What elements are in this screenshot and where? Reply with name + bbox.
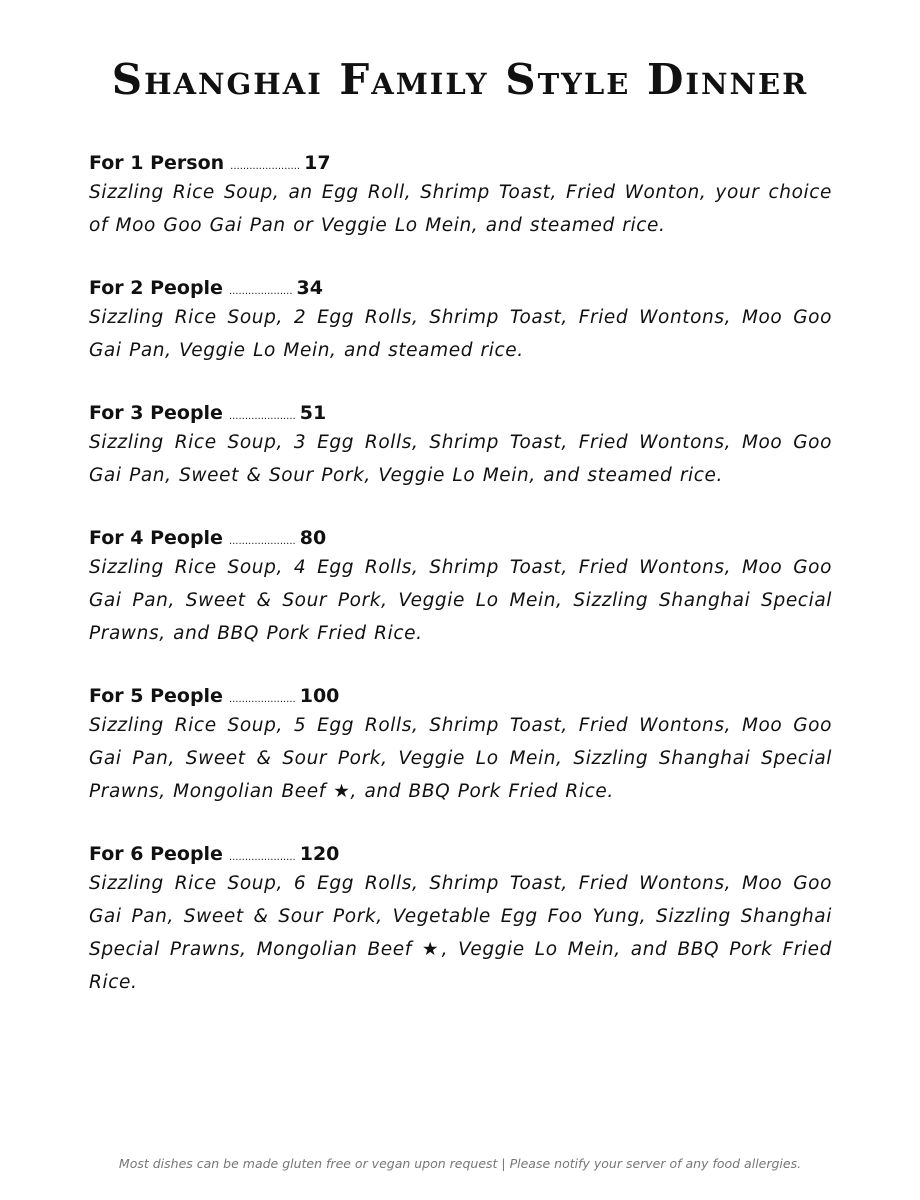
menu-item-label: For 3 People (89, 402, 223, 424)
menu-item-label: For 2 People (89, 277, 223, 299)
menu-item-heading (89, 275, 832, 301)
dot-leader: ..................... (228, 694, 296, 705)
menu-item-label: For 5 People (89, 685, 223, 707)
menu-item-description: Sizzling Rice Soup, an Egg Roll, Shrimp Toast, Fried Wonton, your choice of Moo Goo Gai Pan or Veggie Lo Mein, and steamed rice. (89, 182, 832, 236)
menu-item-6-people (89, 841, 832, 999)
page-title: Shanghai Family Style Dinner (111, 55, 809, 104)
menu-item-price: 80 (299, 527, 327, 549)
footer-note: Most dishes can be made gluten free or vegan upon request | Please notify your server of any food allergies. (118, 1156, 802, 1171)
dot-leader: ..................... (228, 852, 296, 863)
dot-leader: ...................... (230, 161, 301, 172)
menu-item-description: Sizzling Rice Soup, 5 Egg Rolls, Shrimp Toast, Fried Wontons, Moo Goo Gai Pan, Sweet & Sour Pork, Veggie Lo Mein, Sizzling Shanghai Special Prawns, Mongolian Beef ★, and BBQ Pork Fried Rice. (89, 715, 832, 802)
menu-item-4-people (89, 525, 832, 650)
menu-item-price: 100 (299, 685, 340, 707)
menu-item-price: 17 (304, 152, 331, 174)
menu-item-price: 34 (296, 277, 323, 299)
menu-item-5-people (89, 683, 832, 808)
menu-item-price: 120 (299, 843, 340, 865)
menu-item-price: 51 (299, 402, 327, 424)
menu-item-label: For 1 Person (89, 152, 225, 174)
menu-item-description: Sizzling Rice Soup, 3 Egg Rolls, Shrimp Toast, Fried Wontons, Moo Goo Gai Pan, Sweet & Sour Pork, Veggie Lo Mein, and steamed rice. (89, 432, 832, 486)
menu-item-2-people (89, 275, 832, 367)
menu-item-1-person (89, 150, 832, 242)
menu-item-label: For 4 People (89, 527, 223, 549)
menu-item-heading (89, 150, 832, 176)
menu-item-description: Sizzling Rice Soup, 4 Egg Rolls, Shrimp Toast, Fried Wontons, Moo Goo Gai Pan, Sweet & Sour Pork, Veggie Lo Mein, Sizzling Shanghai Special Prawns, and BBQ Pork Fried Rice. (89, 557, 832, 644)
menu-item-heading (89, 525, 832, 551)
dot-leader: ..................... (228, 411, 296, 422)
menu-item-description: Sizzling Rice Soup, 2 Egg Rolls, Shrimp Toast, Fried Wontons, Moo Goo Gai Pan, Veggie Lo Mein, and steamed rice. (89, 307, 832, 361)
menu-item-description: Sizzling Rice Soup, 6 Egg Rolls, Shrimp Toast, Fried Wontons, Moo Goo Gai Pan, Sweet & Sour Pork, Vegetable Egg Foo Yung, Sizzling Shanghai Special Prawns, Mongolian Beef ★, Veggie Lo Mein, and BBQ Pork Fried Rice. (89, 873, 832, 993)
menu-item-3-people (89, 400, 832, 492)
dot-leader: ..................... (228, 536, 296, 547)
menu-item-label: For 6 People (89, 843, 223, 865)
menu-item-heading (89, 841, 832, 867)
dot-leader: .................... (228, 286, 293, 297)
menu-item-heading (89, 400, 832, 426)
menu-item-heading (89, 683, 832, 709)
menu-list (89, 150, 832, 1032)
